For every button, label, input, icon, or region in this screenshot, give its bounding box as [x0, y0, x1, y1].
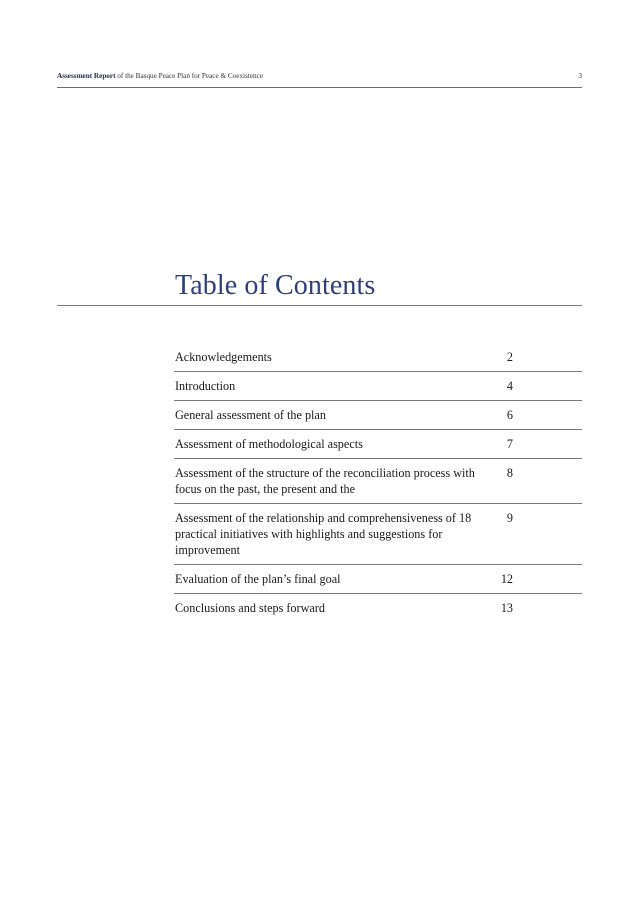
toc-entry-reconciliation-structure[interactable]	[174, 459, 582, 504]
toc-entry-page: 8	[506, 466, 513, 480]
running-header-title	[57, 72, 263, 80]
toc-entry-page: 7	[506, 437, 513, 451]
toc-entry-label: Evaluation of the plan’s final goal	[175, 572, 341, 586]
toc-entry-label: Conclusions and steps forward	[175, 601, 325, 615]
toc-entry-label: Assessment of the relationship and comprehensiveness of 18 practical initiatives with highlights and suggestions for improvement	[175, 511, 472, 557]
toc-entry-methodological-aspects[interactable]	[174, 430, 582, 459]
toc-entry-introduction[interactable]	[174, 372, 582, 401]
toc-entry-acknowledgements[interactable]	[174, 343, 582, 372]
toc-entry-page: 12	[500, 572, 513, 586]
toc-entry-label: Assessment of methodological aspects	[175, 437, 363, 451]
toc-entry-label: Acknowledgements	[175, 350, 272, 364]
toc-heading-rule	[57, 305, 582, 306]
toc-entry-page: 13	[500, 601, 513, 615]
toc-entry-final-goal[interactable]	[174, 565, 582, 594]
toc-entry-label: Introduction	[175, 379, 236, 393]
toc-entry-page: 4	[506, 379, 513, 393]
toc-entry-page: 2	[506, 350, 513, 364]
toc-entry-label: General assessment of the plan	[175, 408, 326, 422]
toc-entry-label: Assessment of the structure of the reconciliation process with focus on the past, the present and the	[175, 466, 475, 496]
running-header-title-bold: Assessment Report	[57, 72, 116, 80]
toc-entry-page: 9	[506, 511, 513, 525]
toc-entry-page: 6	[506, 408, 513, 422]
running-header-title-rest: of the Basque Peace Plan for Peace & Coexistence	[115, 72, 263, 80]
running-header	[57, 71, 582, 88]
toc-entry-general-assessment[interactable]	[174, 401, 582, 430]
toc-heading: Table of Contents	[175, 270, 376, 301]
page-number: 3	[578, 72, 582, 80]
toc-list	[174, 343, 582, 622]
toc-entry-practical-initiatives[interactable]	[174, 504, 582, 565]
toc-entry-conclusions[interactable]	[174, 594, 582, 622]
